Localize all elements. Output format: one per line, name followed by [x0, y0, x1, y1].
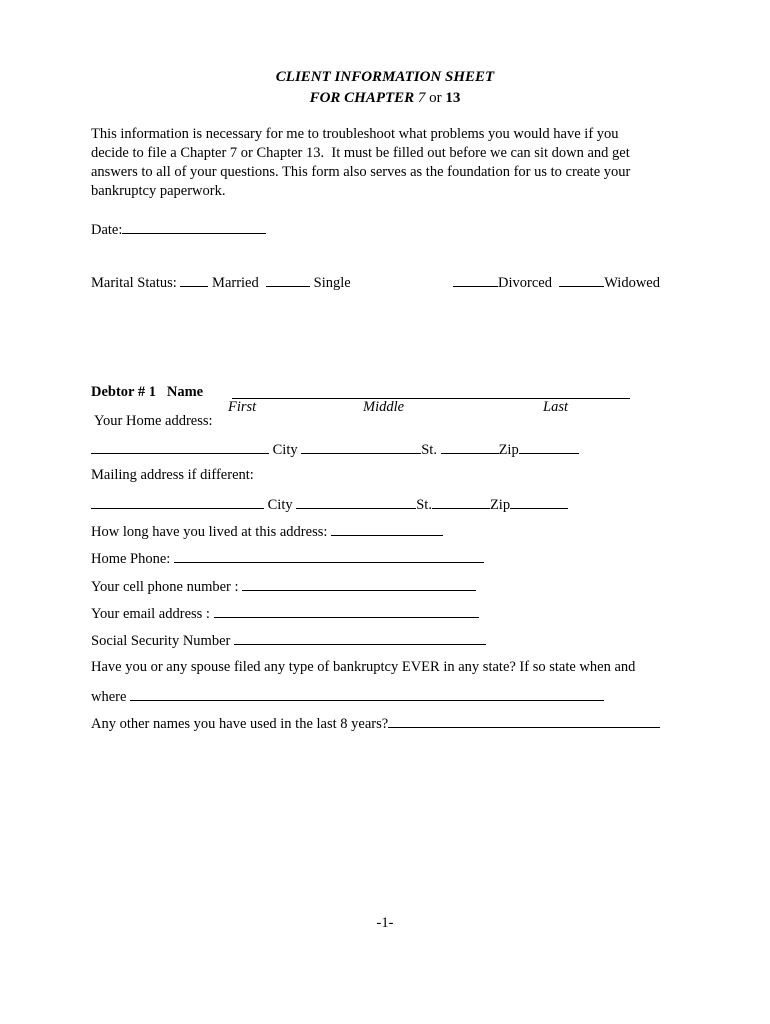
divorced-label: Divorced: [498, 275, 552, 291]
date-field[interactable]: [122, 221, 266, 234]
email-label: Your email address :: [91, 606, 210, 622]
home-address-label: Your Home address:: [94, 413, 213, 429]
subtitle-or: or: [425, 90, 446, 106]
where-label: where: [91, 689, 127, 705]
cell-phone-row: [91, 578, 476, 595]
zip-label: Zip: [489, 497, 511, 513]
ssn-field[interactable]: [234, 632, 486, 645]
home-city-field[interactable]: [301, 441, 421, 454]
chapter-seven: 7: [417, 90, 426, 106]
mailing-state-field[interactable]: [432, 496, 490, 509]
marital-label: Marital Status:: [91, 275, 177, 291]
last-name-label: Last: [543, 399, 568, 415]
ssn-label: Social Security Number: [91, 633, 231, 649]
home-state-field[interactable]: [441, 441, 499, 454]
intro-line: This information is necessary for me to troubleshoot what problems you would have if you: [91, 126, 619, 142]
city-label: City: [272, 442, 298, 458]
married-label: Married: [212, 275, 259, 291]
bankruptcy-question: Have you or any spouse filed any type of bankruptcy EVER in any state? If so state when and: [91, 659, 636, 675]
intro-line: decide to file a Chapter 7 or Chapter 13. It must be filled out before we can sit down and get: [91, 145, 630, 161]
other-names-row: [91, 715, 660, 732]
mailing-street-field[interactable]: [91, 496, 264, 509]
date-label: Date:: [91, 222, 123, 238]
form-title: CLIENT INFORMATION SHEET: [275, 69, 495, 85]
cell-phone-label: Your cell phone number :: [91, 579, 239, 595]
marital-status-row: [91, 274, 351, 291]
mailing-address-row: [91, 496, 568, 513]
subtitle-prefix: FOR CHAPTER: [309, 90, 418, 106]
single-field[interactable]: [266, 274, 310, 287]
zip-label: Zip: [498, 442, 519, 458]
intro-line: answers to all of your questions. This form also serves as the foundation for us to create your: [91, 164, 631, 180]
marital-status-row-right: [453, 274, 660, 291]
mailing-address-label: Mailing address if different:: [91, 467, 254, 483]
where-row: [91, 688, 604, 705]
cell-phone-field[interactable]: [242, 578, 476, 591]
middle-name-label: Middle: [363, 399, 405, 415]
st-label: St.: [416, 497, 432, 513]
city-label: City: [267, 497, 293, 513]
home-address-row: [91, 441, 579, 458]
how-long-label: How long have you lived at this address:: [91, 524, 328, 540]
chapter-thirteen: 13: [445, 90, 461, 106]
date-row: [91, 221, 266, 238]
name-field[interactable]: [232, 398, 630, 399]
mailing-zip-field[interactable]: [510, 496, 568, 509]
debtor-heading: Debtor # 1 Name: [91, 384, 204, 400]
where-field[interactable]: [130, 688, 604, 701]
ssn-row: [91, 632, 486, 649]
home-zip-field[interactable]: [519, 441, 579, 454]
intro-paragraph: [91, 125, 691, 201]
intro-line: bankruptcy paperwork.: [91, 183, 226, 199]
widowed-label: Widowed: [604, 275, 660, 291]
mailing-city-field[interactable]: [296, 496, 416, 509]
single-label: Single: [313, 275, 351, 291]
home-phone-row: [91, 550, 484, 567]
how-long-row: [91, 523, 443, 540]
how-long-field[interactable]: [331, 523, 443, 536]
divorced-field[interactable]: [453, 274, 498, 287]
married-field[interactable]: [180, 274, 208, 287]
first-name-label: First: [228, 399, 257, 415]
form-subtitle: [0, 91, 770, 106]
other-names-label: Any other names you have used in the last 8 years?: [91, 716, 389, 732]
home-phone-field[interactable]: [174, 550, 484, 563]
home-phone-label: Home Phone:: [91, 551, 171, 567]
other-names-field[interactable]: [388, 715, 660, 728]
home-street-field[interactable]: [91, 441, 269, 454]
email-row: [91, 605, 479, 622]
page-number: -1-: [376, 915, 394, 931]
st-label: St.: [421, 442, 437, 458]
widowed-field[interactable]: [559, 274, 604, 287]
email-field[interactable]: [214, 605, 479, 618]
